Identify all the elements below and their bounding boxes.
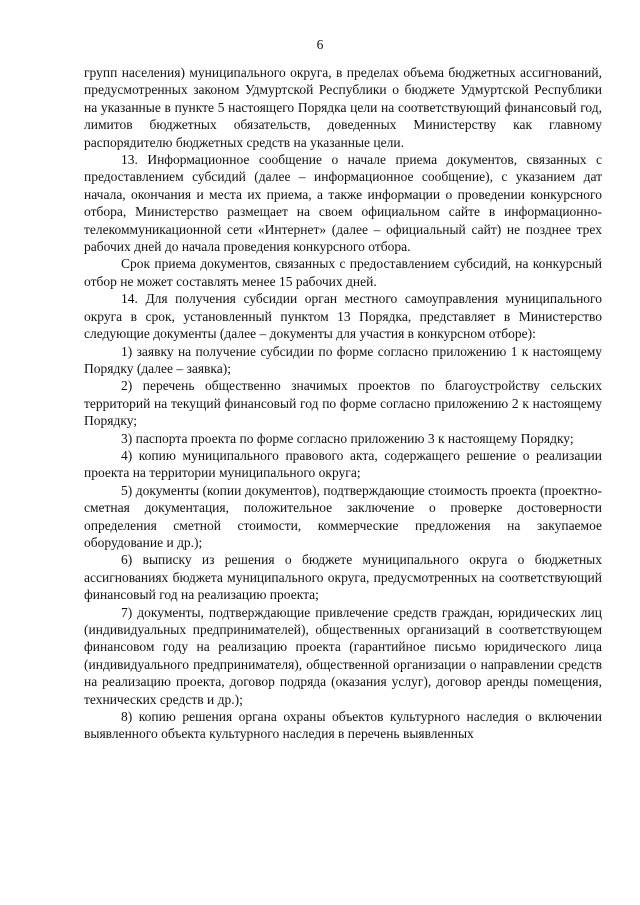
list-item-4: 4) копию муниципального правового акта, содержащего решение о реализации проекта на территории муниципального округа;: [84, 447, 602, 481]
list-item-5: 5) документы (копии документов), подтверждающие стоимость проекта (проектно-сметная документация, положительное заключение о проверке достоверности определения сметной стоимости, коммерческие предложения на закупаемое оборудование и др.);: [84, 482, 602, 550]
list-item-6: 6) выписку из решения о бюджете муниципального округа о бюджетных ассигнованиях бюджета муниципального округа, предусмотренных на соответствующий финансовый год на реализацию проекта;: [84, 552, 602, 603]
paragraph-item-13: 13. Информационное сообщение о начале приема документов, связанных с предоставлением субсидий (далее – информационное сообщение), с указанием дат начала, окончания и места их приема, а также информации о проведении конкурсного отбора, Министерство размещает на своем официальном сайте в информационно-телекоммуникационной сети «Интернет» (далее – официальный сайт) не позднее трех рабочих дней до начала проведения конкурсного отбора.: [84, 152, 602, 255]
list-item-2: 2) перечень общественно значимых проектов по благоустройству сельских территорий на текущий финансовый год по форме согласно приложению 2 к настоящему Порядку;: [84, 378, 602, 429]
list-item-8: 8) копию решения органа охраны объектов культурного наследия о включении выявленного объекта культурного наследия в перечень выявленных: [84, 709, 602, 742]
page-number: 6: [316, 37, 324, 52]
list-item-3: 3) паспорта проекта по форме согласно приложению 3 к настоящему Порядку;: [121, 430, 574, 446]
document-body: [84, 64, 602, 743]
paragraph-submission-term: Срок приема документов, связанных с предоставлением субсидий, на конкурсный отбор не может составлять менее 15 рабочих дней.: [84, 256, 602, 289]
list-item-1: 1) заявку на получение субсидии по форме согласно приложению 1 к настоящему Порядку (далее – заявка);: [84, 343, 602, 376]
paragraph-continuation: групп населения) муниципального округа, в пределах объема бюджетных ассигнований, предусмотренных законом Удмуртской Республики о бюджете Удмуртской Республики на указанные в пункте 5 настоящего Порядка цели на соответствующий финансовый год, лимитов бюджетных обязательств, доведенных Министерству как главному распорядителю бюджетных средств на указанные цели.: [84, 65, 602, 150]
paragraph-item-14: 14. Для получения субсидии орган местного самоуправления муниципального округа в срок, установленный пунктом 13 Порядка, представляет в Министерство следующие документы (далее – документы для участия в конкурсном отборе):: [84, 291, 602, 342]
list-item-7: 7) документы, подтверждающие привлечение средств граждан, юридических лиц (индивидуальных предпринимателей), общественных организаций в соответствующем финансовом году на реализацию проекта (гарантийное письмо юридического лица (индивидуального предпринимателя), общественной организации о направлении средств на реализацию проекта, договор подряда (оказания услуг), договор аренды помещения, технических средств и др.);: [84, 604, 602, 707]
